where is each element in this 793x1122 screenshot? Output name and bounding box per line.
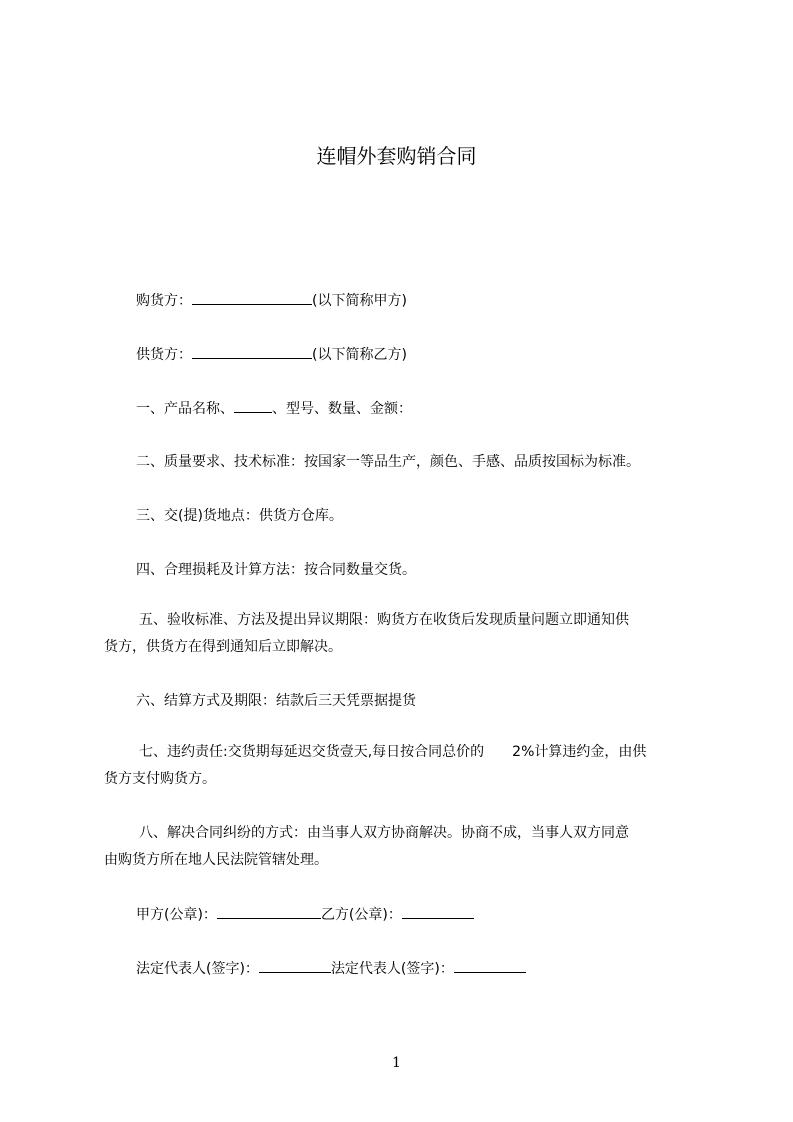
seal-line [136,904,474,925]
party-b-seal-blank [402,904,474,919]
clause-8 [104,820,708,874]
clause-7-line-2: 货方支付购货方。 [104,771,216,787]
clause-8-line-2: 由购货方所在地人民法院管辖处理。 [104,852,328,868]
supplier-label: 供货方： [136,347,192,363]
clause-6: 六、结算方式及期限：结款后三天凭票据提货 [136,693,416,709]
clause-2: 二、质量要求、技术标准：按国家一等品生产，颜色、手感、品质按国标为标准。 [136,454,640,470]
party-a-seal-blank [217,904,321,919]
clause-5-line-2: 货方，供货方在得到通知后立即解决。 [104,639,342,655]
product-name-blank [234,398,272,413]
clause-1-suffix: 、型号、数量、金额： [272,401,412,417]
clause-7 [104,739,708,793]
clause-1-prefix: 一、产品名称、 [136,401,234,417]
clause-5-line-1: 五、验收标准、方法及提出异议期限：购货方在收货后发现质量问题立即通知供 [139,612,629,628]
clause-1 [136,398,412,419]
clause-7-line-1a: 七、违约责任:交货期每延迟交货壹天,每日按合同总价的 [139,744,485,760]
representative-line [136,958,526,979]
buyer-label: 购货方： [136,293,192,309]
clause-8-line-1: 八、解决合同纠纷的方式：由当事人双方协商解决。协商不成，当事人双方同意 [139,825,629,841]
contract-title: 连帽外套购销合同 [316,144,477,168]
clause-7-line-1b: 2%计算违约金，由供 [512,744,647,760]
party-b-rep-label: 法定代表人(签字)： [330,961,454,977]
buyer-suffix: (以下简称甲方) [312,293,407,309]
supplier-suffix: (以下简称乙方) [312,347,407,363]
buyer-line [136,290,407,311]
clause-3: 三、交(提)货地点：供货方仓库。 [136,508,343,524]
supplier-line [136,344,407,365]
page-number: 1 [392,1055,401,1071]
clause-4: 四、合理损耗及计算方法：按合同数量交货。 [136,562,416,578]
party-b-rep-blank [454,958,526,973]
party-b-seal-label: 乙方(公章)： [320,907,402,923]
buyer-name-blank [192,290,312,305]
party-a-seal-label: 甲方(公章)： [136,907,217,923]
party-a-rep-blank [259,958,331,973]
clause-7-line-1 [104,739,708,766]
party-a-rep-label: 法定代表人(签字)： [136,961,259,977]
supplier-name-blank [192,344,312,359]
clause-5 [104,607,708,661]
